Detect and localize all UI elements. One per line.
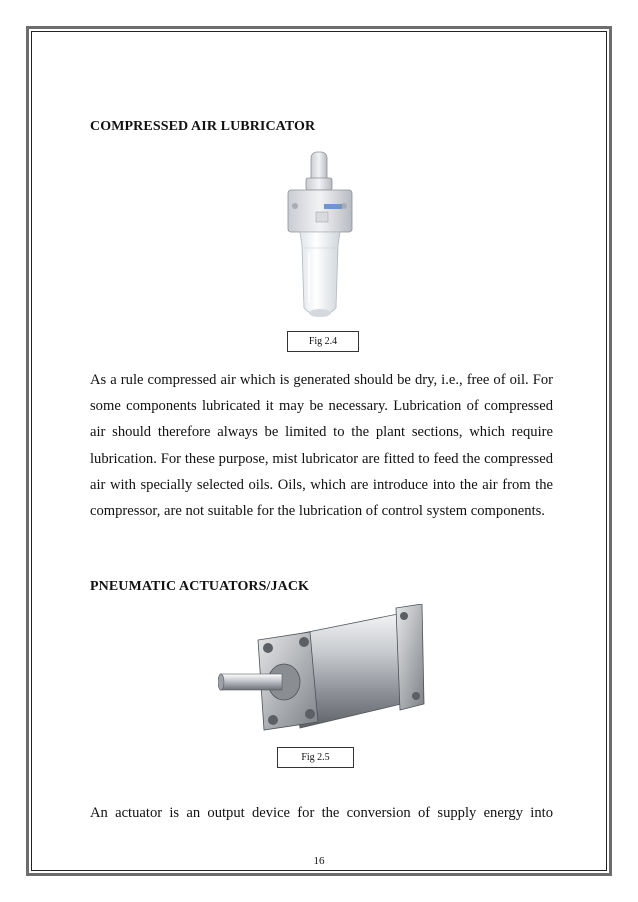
figure-caption-2-4: Fig 2.4 — [287, 331, 359, 352]
section-heading-lubricator: COMPRESSED AIR LUBRICATOR — [90, 119, 316, 134]
pneumatic-cylinder-image — [218, 604, 426, 736]
paragraph-actuators: An actuator is an output device for the conversion of supply energy into — [90, 805, 553, 821]
figure-caption-2-5: Fig 2.5 — [277, 747, 354, 768]
section-heading-actuators: PNEUMATIC ACTUATORS/JACK — [90, 579, 310, 594]
paragraph-lubricator: As a rule compressed air which is generated should be dry, i.e., free of oil. For some components lubricated it may be necessary. Lubrication of compressed air should therefore always be limited to the plant sections, which require lubrication. For these purpose, mist lubricator are fitted to feed the compressed air with specially selected oils. Oils, which are introduce into the air from the compressor, are not suitable for the lubrication of control system components. — [90, 372, 553, 520]
lubricator-image — [280, 148, 360, 328]
page-number: 16 — [313, 855, 325, 867]
